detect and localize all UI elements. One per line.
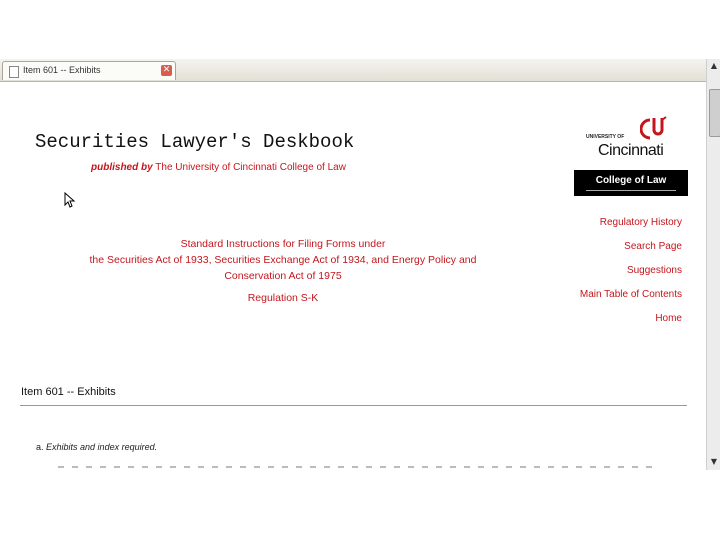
byline-published: published by — [91, 162, 153, 173]
mouse-cursor-icon — [64, 192, 76, 208]
scroll-up-icon[interactable]: ▲ — [710, 61, 718, 70]
intro-line-2[interactable]: the Securities Act of 1933, Securities Exchange Act of 1934, and Energy Policy and — [89, 254, 477, 266]
uc-logo-name: Cincinnati — [598, 142, 664, 159]
nav-regulatory-history[interactable]: Regulatory History — [599, 217, 682, 228]
item-heading: Item 601 -- Exhibits — [21, 386, 116, 398]
page-title: Securities Lawyer's Deskbook — [35, 131, 355, 153]
clipped-text-line — [58, 464, 658, 470]
intro-line-1[interactable]: Standard Instructions for Filing Forms under — [180, 238, 386, 250]
uc-logo-small-text: UNIVERSITY OF — [586, 134, 625, 140]
tab-bar — [0, 59, 720, 82]
divider — [20, 405, 687, 406]
college-of-law-label: College of Law — [595, 175, 667, 186]
page-viewport — [0, 82, 706, 470]
uc-mark-icon — [640, 116, 670, 142]
uc-logo[interactable] — [584, 116, 676, 160]
page-icon — [9, 66, 19, 78]
browser-tab[interactable] — [2, 61, 176, 80]
nav-suggestions[interactable]: Suggestions — [626, 265, 682, 276]
side-nav — [580, 216, 682, 336]
college-of-law-link[interactable] — [574, 170, 688, 196]
item-a — [36, 442, 157, 452]
intro-line-3[interactable]: Conservation Act of 1975 — [224, 270, 342, 282]
item-a-label: a. — [36, 442, 44, 452]
scroll-thumb[interactable] — [709, 89, 720, 137]
scroll-down-icon[interactable]: ▼ — [710, 457, 718, 466]
intro-block — [50, 236, 516, 306]
nav-search-page[interactable]: Search Page — [624, 241, 682, 252]
nav-home[interactable]: Home — [655, 313, 682, 324]
regulation-link[interactable]: Regulation S-K — [247, 292, 319, 304]
item-a-text: Exhibits and index required. — [46, 442, 158, 452]
vertical-scrollbar[interactable] — [706, 59, 720, 470]
byline — [91, 162, 346, 173]
byline-link[interactable]: The University of Cincinnati College of Law — [152, 162, 346, 173]
tab-title: Item 601 -- Exhibits — [23, 65, 101, 75]
college-of-law-rule — [586, 190, 676, 191]
nav-main-table-of-contents[interactable]: Main Table of Contents — [579, 289, 682, 300]
close-icon[interactable]: ✕ — [162, 65, 171, 75]
